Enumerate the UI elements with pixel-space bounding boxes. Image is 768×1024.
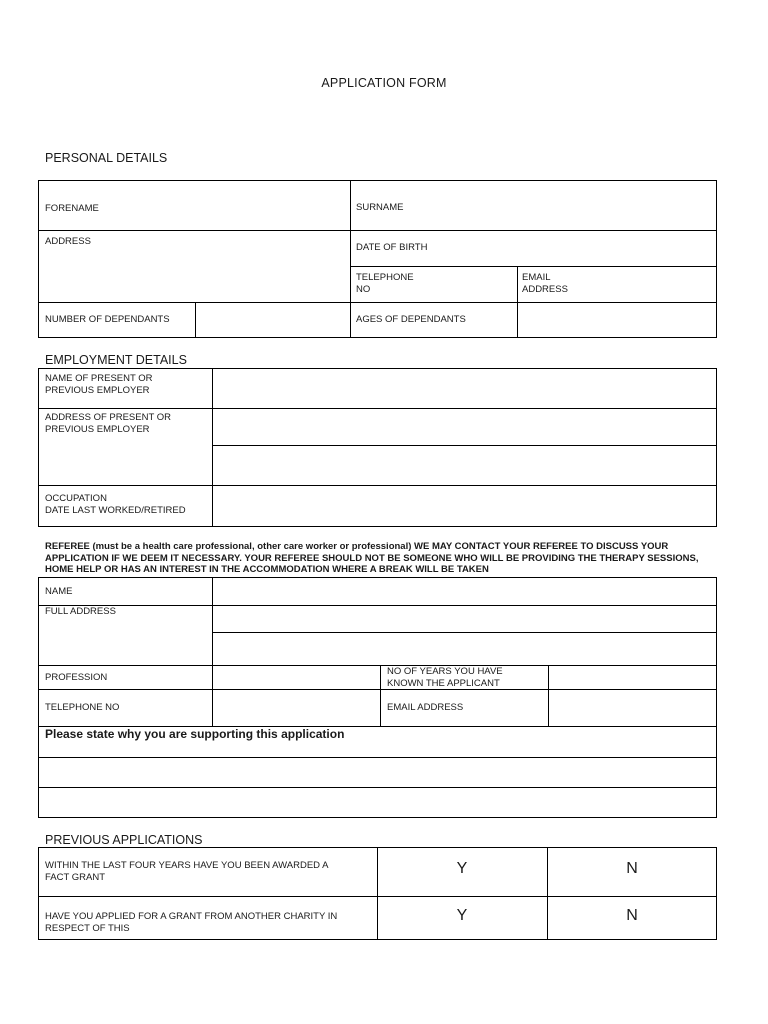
referee-profession-label: PROFESSION — [45, 672, 108, 683]
forename-label: FORENAME — [45, 203, 99, 214]
employer-address-label: ADDRESS OF PRESENT OR PREVIOUS EMPLOYER — [45, 412, 171, 435]
q1-yes-option[interactable]: Y — [456, 860, 468, 877]
referee-name-label: NAME — [45, 586, 73, 597]
address-label: ADDRESS — [45, 236, 91, 247]
employer-name-label: NAME OF PRESENT OR PREVIOUS EMPLOYER — [45, 373, 153, 396]
ages-of-dependants-label: AGES OF DEPENDANTS — [356, 314, 466, 325]
page-title: APPLICATION FORM — [321, 76, 447, 90]
telephone-label: TELEPHONE NO — [356, 272, 414, 295]
support-question: Please state why you are supporting this application — [45, 727, 345, 741]
personal-details-heading: PERSONAL DETAILS — [45, 151, 168, 165]
q1-no-option[interactable]: N — [626, 860, 638, 877]
date-of-birth-label: DATE OF BIRTH — [356, 242, 428, 253]
email-label: EMAIL ADDRESS — [522, 272, 568, 295]
other-charity-question: HAVE YOU APPLIED FOR A GRANT FROM ANOTHER CHARITY IN RESPECT OF THIS — [45, 911, 338, 934]
referee-telephone-label: TELEPHONE NO — [45, 702, 120, 713]
awarded-grant-question: WITHIN THE LAST FOUR YEARS HAVE YOU BEEN AWARDED A FACT GRANT — [45, 860, 329, 883]
employment-details-heading: EMPLOYMENT DETAILS — [45, 353, 187, 367]
q2-no-option[interactable]: N — [626, 907, 638, 924]
referee-table — [38, 577, 717, 818]
referee-note: REFEREE (must be a health care professional, other care worker or professional) WE MAY CONTACT YOUR REFEREE TO DISCUSS YOUR APPLICATION IF WE DEEM IT NECESSARY. YOUR REFEREE SHOULD NOT BE SOMEONE WHO WILL BE PROVIDING THE THERAPY SESSIONS, HOME HELP OR HAS AN INTEREST IN THE ACCOMMODATION WHERE A BREAK WILL BE TAKEN — [45, 541, 699, 575]
q2-yes-option[interactable]: Y — [456, 907, 468, 924]
number-of-dependants-label: NUMBER OF DEPENDANTS — [45, 314, 170, 325]
years-known-label: NO OF YEARS YOU HAVE KNOWN THE APPLICANT — [387, 666, 503, 689]
referee-full-address-label: FULL ADDRESS — [45, 606, 116, 617]
previous-applications-heading: PREVIOUS APPLICATIONS — [45, 833, 203, 847]
occupation-label: OCCUPATION DATE LAST WORKED/RETIRED — [45, 493, 186, 516]
referee-email-label: EMAIL ADDRESS — [387, 702, 464, 713]
surname-label: SURNAME — [356, 202, 404, 213]
